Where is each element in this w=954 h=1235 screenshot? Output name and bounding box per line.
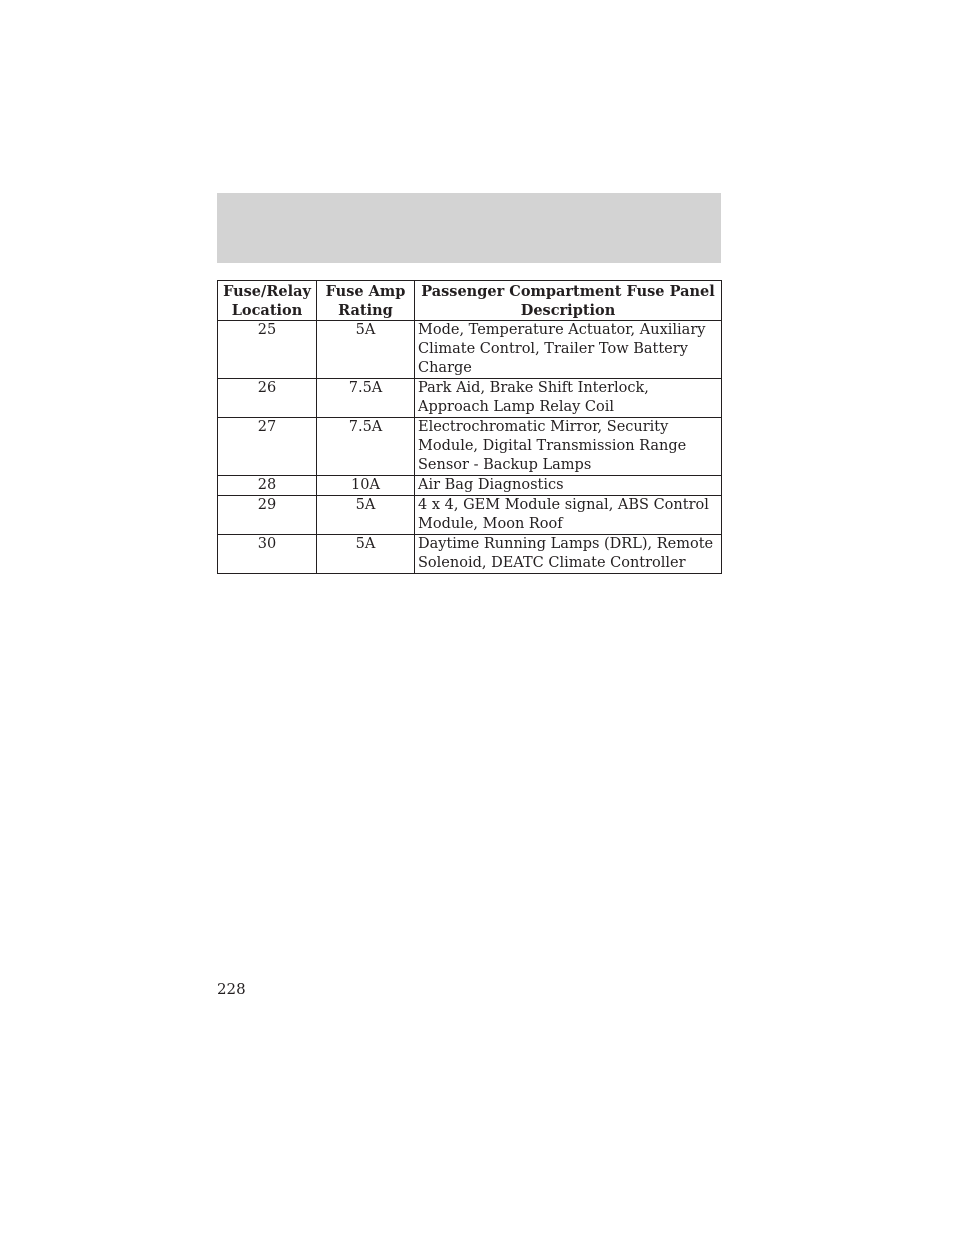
fuse-rating: 7.5A (317, 379, 415, 418)
fuse-description: Air Bag Diagnostics (415, 476, 722, 496)
fuse-location: 28 (218, 476, 317, 496)
table-row (218, 496, 722, 535)
fuse-rating: 7.5A (317, 418, 415, 476)
fuse-location: 25 (218, 321, 317, 379)
table-header-row (218, 281, 722, 321)
page-number: 228 (217, 980, 246, 998)
fuse-location: 29 (218, 496, 317, 535)
column-header-location: Fuse/Relay Location (218, 281, 317, 321)
fuse-location: 30 (218, 535, 317, 574)
fuse-rating: 5A (317, 321, 415, 379)
column-header-description: Passenger Compartment Fuse Panel Description (415, 281, 722, 321)
fuse-rating: 10A (317, 476, 415, 496)
table-row (218, 418, 722, 476)
fuse-location: 26 (218, 379, 317, 418)
table-row (218, 535, 722, 574)
fuse-description: Park Aid, Brake Shift Interlock, Approach Lamp Relay Coil (415, 379, 722, 418)
fuse-table (217, 280, 722, 574)
fuse-description: Mode, Temperature Actuator, Auxiliary Climate Control, Trailer Tow Battery Charge (415, 321, 722, 379)
column-header-rating: Fuse Amp Rating (317, 281, 415, 321)
fuse-location: 27 (218, 418, 317, 476)
table-row (218, 379, 722, 418)
fuse-rating: 5A (317, 496, 415, 535)
fuse-description: 4 x 4, GEM Module signal, ABS Control Module, Moon Roof (415, 496, 722, 535)
table-row (218, 321, 722, 379)
fuse-description: Electrochromatic Mirror, Security Module, Digital Transmission Range Sensor - Backup Lamps (415, 418, 722, 476)
fuse-rating: 5A (317, 535, 415, 574)
table-row (218, 476, 722, 496)
fuse-description: Daytime Running Lamps (DRL), Remote Solenoid, DEATC Climate Controller (415, 535, 722, 574)
section-header-band (217, 193, 721, 263)
